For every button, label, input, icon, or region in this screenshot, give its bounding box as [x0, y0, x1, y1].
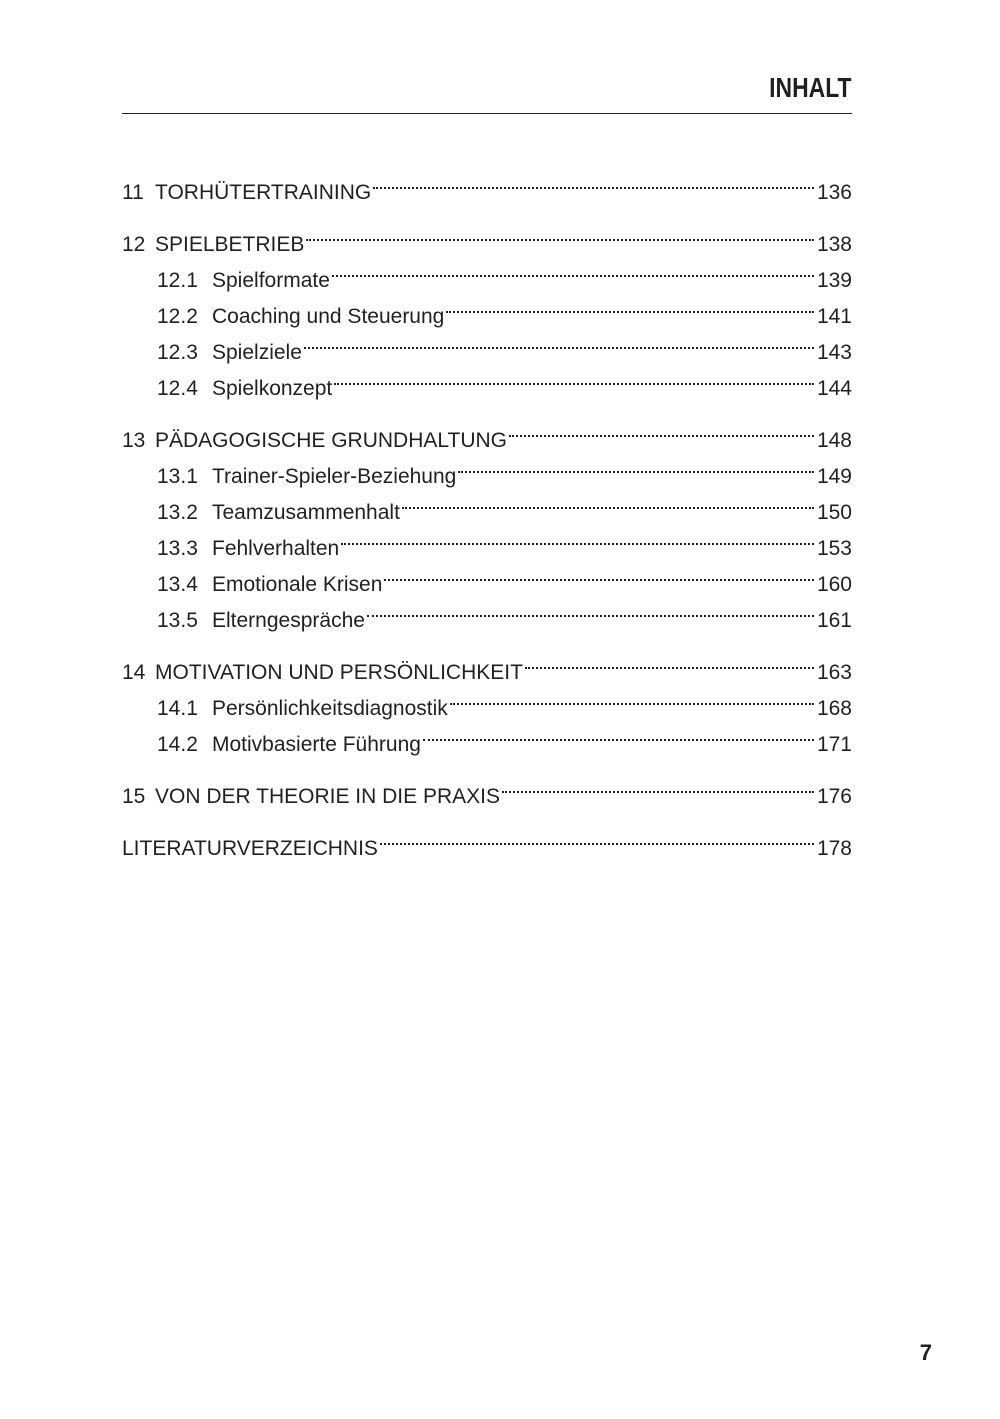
toc-entry-title: Emotionale Krisen [212, 573, 383, 596]
toc-entry-number: 12 [122, 233, 146, 256]
toc-entry-page: 153 [816, 537, 852, 560]
toc-chapter-entry [122, 163, 852, 204]
toc-entry-page: 163 [816, 661, 852, 684]
toc-entry-number: 12.4 [157, 377, 198, 400]
toc-entry-number: 15 [122, 785, 146, 808]
dot-leader [334, 359, 814, 395]
toc-chapter-entry [122, 643, 852, 684]
toc-entry-page: 138 [816, 233, 852, 256]
toc-entry-title: TORHÜTERTRAINING [155, 181, 372, 204]
dot-leader [525, 643, 814, 679]
toc-entry-title: Fehlverhalten [212, 537, 340, 560]
dot-leader [332, 251, 814, 287]
toc-entry-number: 14.1 [157, 697, 198, 720]
toc-entry-number: 12.2 [157, 305, 198, 328]
toc-entry-page: 136 [816, 181, 852, 204]
dot-leader [304, 323, 814, 359]
toc-entry-page: 141 [816, 305, 852, 328]
toc-entry-page: 143 [816, 341, 852, 364]
toc-chapter-entry [122, 411, 852, 452]
toc-entry-title: Spielformate [212, 269, 330, 292]
toc-entry-page: 176 [816, 785, 852, 808]
toc-entry-number: 13.4 [157, 573, 198, 596]
dot-leader [373, 163, 814, 199]
toc-entry-page: 149 [816, 465, 852, 488]
toc-entry-number: 13.1 [157, 465, 198, 488]
toc-entry-page: 168 [816, 697, 852, 720]
dot-leader [423, 715, 814, 751]
toc-entry-title: Spielkonzept [212, 377, 333, 400]
toc-entry-page: 144 [816, 377, 852, 400]
dot-leader [402, 483, 814, 519]
toc-entry-page: 178 [816, 837, 852, 860]
toc-entry-title: Trainer-Spieler-Beziehung [212, 465, 457, 488]
toc-entry-page: 139 [816, 269, 852, 292]
dot-leader [458, 447, 814, 483]
dot-leader [502, 767, 814, 803]
toc-entry-number: 13.3 [157, 537, 198, 560]
toc-entry-title: PÄDAGOGISCHE GRUNDHALTUNG [155, 429, 507, 452]
toc-entry-number: 13 [122, 429, 146, 452]
toc-entry-title: Coaching und Steuerung [212, 305, 445, 328]
toc-entry-number: 14.2 [157, 733, 198, 756]
toc-entry-title: Motivbasierte Führung [212, 733, 421, 756]
dot-leader [384, 555, 814, 591]
toc-chapter-entry [122, 215, 852, 256]
toc-entry-title: LITERATURVERZEICHNIS [122, 837, 378, 860]
toc-entry-number: 11 [122, 181, 144, 204]
dot-leader [341, 519, 814, 555]
dot-leader [446, 287, 814, 323]
toc-entry-page: 160 [816, 573, 852, 596]
toc-entry-title: Elterngespräche [212, 609, 365, 632]
toc-entry-title: MOTIVATION UND PERSÖNLICHKEIT [155, 661, 523, 684]
dot-leader [509, 411, 814, 447]
page-number: 7 [919, 1340, 932, 1365]
header-divider [122, 113, 852, 114]
toc-entry-page: 148 [816, 429, 852, 452]
toc-entry-title: Teamzusammenhalt [212, 501, 400, 524]
toc-chapter-entry [122, 767, 852, 808]
toc-chapter-entry [122, 819, 852, 860]
toc-entry-number: 12.1 [157, 269, 198, 292]
toc-entry-page: 171 [816, 733, 852, 756]
toc-entry-page: 150 [816, 501, 852, 524]
dot-leader [306, 215, 814, 251]
toc-entry-title: Spielziele [212, 341, 302, 364]
toc-entry-number: 14 [122, 661, 146, 684]
dot-leader [450, 679, 814, 715]
toc-entry-page: 161 [816, 609, 852, 632]
toc-entry-number: 12.3 [157, 341, 198, 364]
dot-leader [380, 819, 814, 855]
dot-leader [367, 591, 814, 627]
toc-entry-number: 13.2 [157, 501, 198, 524]
toc-entry-title: VON DER THEORIE IN DIE PRAXIS [155, 785, 501, 808]
table-of-contents [122, 163, 852, 860]
toc-entry-title: SPIELBETRIEB [155, 233, 305, 256]
toc-entry-number: 13.5 [157, 609, 198, 632]
page-title: INHALT [769, 72, 852, 103]
toc-entry-title: Persönlichkeitsdiagnostik [212, 697, 448, 720]
